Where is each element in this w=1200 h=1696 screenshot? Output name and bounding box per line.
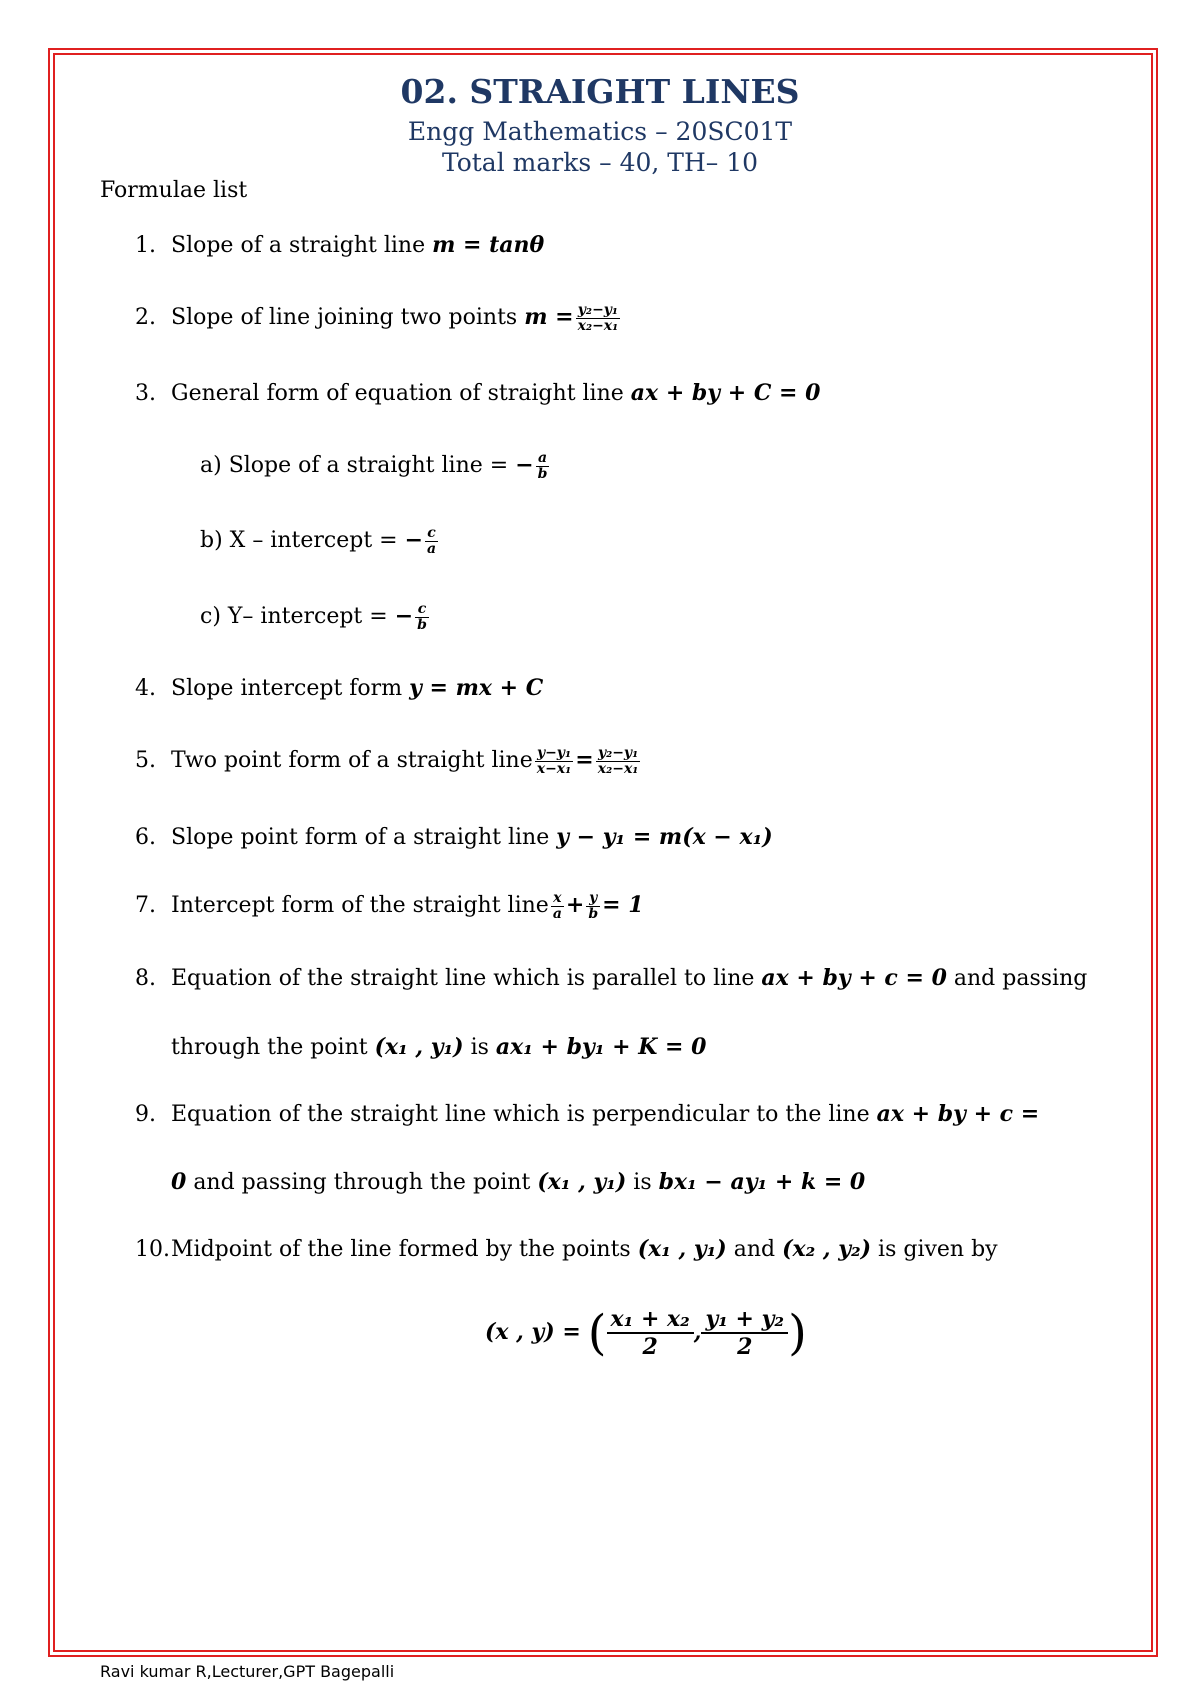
fraction — [607, 1306, 694, 1360]
minus-sign: − — [404, 527, 424, 553]
right-paren: ) — [788, 1305, 807, 1361]
formula: y = mx + C — [409, 675, 544, 701]
left-paren: ( — [587, 1305, 607, 1361]
fraction — [415, 602, 429, 633]
item-text: Slope of a straight line — [171, 233, 426, 258]
formula: ax + by + c = — [876, 1101, 1040, 1127]
fraction-numerator: x — [551, 891, 564, 907]
item-number: 4. — [135, 676, 156, 701]
fraction-denominator: b — [588, 905, 599, 922]
formula-item-10 — [135, 1234, 998, 1265]
is-word: is — [633, 1170, 652, 1195]
fraction — [535, 746, 574, 777]
item-text: General form of equation of straight line — [171, 381, 624, 406]
equals-sign: = — [575, 747, 594, 773]
plus-sign: + — [565, 892, 585, 918]
fraction-denominator: 2 — [737, 1334, 753, 1360]
item-text: Equation of the straight line which is parallel to line — [171, 966, 755, 991]
fraction-denominator: x₂−x₁ — [597, 760, 639, 777]
item-number: 8. — [135, 966, 156, 991]
fraction-numerator: y₂−y₁ — [596, 746, 641, 762]
formula-item-2 — [135, 302, 622, 334]
fraction — [425, 526, 438, 557]
fraction — [536, 451, 550, 482]
formula: ax₁ + by₁ + K = 0 — [495, 1034, 707, 1060]
subitem-label: a) Slope of a straight line = — [200, 453, 509, 478]
item-text-tail: is given by — [878, 1237, 998, 1262]
formula-item-6 — [135, 822, 773, 853]
fraction-numerator: a — [536, 451, 550, 467]
midpoint-formula — [485, 1302, 807, 1363]
fraction-numerator: y — [586, 891, 600, 907]
formula: bx₁ − ay₁ + k = 0 — [658, 1169, 866, 1195]
fraction-numerator: c — [415, 602, 429, 618]
is-word: is — [470, 1035, 489, 1060]
fraction-numerator: y−y₁ — [535, 746, 574, 762]
page-subtitle: Engg Mathematics – 20SC01T — [407, 117, 793, 146]
item-number: 7. — [135, 893, 156, 918]
fraction-denominator: a — [427, 540, 437, 557]
point: (x₁ , y₁) — [637, 1236, 727, 1262]
item-number: 1. — [135, 233, 156, 258]
subitem-a — [200, 450, 551, 482]
formula: m = tanθ — [432, 232, 545, 258]
zero: 0 — [171, 1169, 187, 1195]
fraction-numerator: x₁ + x₂ — [607, 1306, 694, 1334]
and-word: and — [733, 1237, 776, 1262]
fraction-numerator: c — [425, 526, 438, 542]
fraction-numerator: y₁ + y₂ — [701, 1306, 788, 1334]
fraction — [701, 1306, 788, 1360]
page-footer: Ravi kumar R,Lecturer,GPT Bagepalli — [100, 1662, 395, 1681]
point: (x₁ , y₁) — [537, 1169, 627, 1195]
item-text: Intercept form of the straight line — [171, 893, 549, 918]
formula-item-9 — [135, 1099, 1039, 1130]
item-text: Equation of the straight line which is perpendicular to the line — [171, 1102, 870, 1127]
fraction-denominator: x−x₁ — [536, 760, 572, 777]
item-text: Two point form of a straight line — [171, 748, 533, 773]
subitem-c — [200, 601, 431, 633]
point: (x₁ , y₁) — [374, 1034, 464, 1060]
item-text: through the point — [171, 1035, 368, 1060]
formula-item-9-line2 — [171, 1167, 865, 1198]
midpoint-lhs: (x , y) = — [485, 1319, 581, 1345]
minus-sign: − — [515, 452, 534, 478]
item-text: and passing through the point — [193, 1170, 531, 1195]
formula-item-7 — [135, 890, 644, 922]
formula-item-8 — [135, 963, 1087, 994]
formula: ax + by + c = 0 — [761, 965, 947, 991]
fraction-denominator: 2 — [642, 1334, 658, 1360]
item-number: 2. — [135, 305, 156, 330]
formula-item-4 — [135, 673, 543, 704]
item-text: Slope intercept form — [171, 676, 403, 701]
item-number: 6. — [135, 825, 156, 850]
item-text: Midpoint of the line formed by the points — [171, 1237, 631, 1262]
formula-item-8-line2 — [171, 1032, 706, 1063]
item-number: 10. — [135, 1237, 170, 1262]
formula-item-1 — [135, 230, 544, 261]
item-number: 5. — [135, 748, 156, 773]
formula-lhs: m = — [524, 304, 574, 330]
formula-rhs: = 1 — [602, 892, 644, 918]
formulae-heading: Formulae list — [100, 178, 248, 203]
fraction-denominator: x₂−x₁ — [577, 317, 619, 334]
fraction — [596, 746, 641, 777]
fraction-denominator: b — [537, 465, 548, 482]
point: (x₂ , y₂) — [782, 1236, 872, 1262]
marks-line: Total marks – 40, TH– 10 — [441, 148, 759, 177]
item-text-cont: and passing — [953, 966, 1088, 991]
item-number: 9. — [135, 1102, 156, 1127]
formula: ax + by + C = 0 — [630, 380, 821, 406]
item-number: 3. — [135, 381, 156, 406]
fraction — [551, 891, 564, 922]
subitem-b — [200, 525, 440, 557]
minus-sign: − — [394, 603, 414, 629]
formula-item-3 — [135, 378, 820, 409]
item-text: Slope point form of a straight line — [171, 825, 550, 850]
page-title: 02. STRAIGHT LINES — [400, 72, 800, 111]
fraction — [586, 891, 600, 922]
subitem-label: c) Y– intercept = — [200, 604, 388, 629]
comma: , — [693, 1319, 702, 1345]
formula-item-5 — [135, 745, 642, 777]
item-text: Slope of line joining two points — [171, 305, 518, 330]
fraction-denominator: b — [417, 616, 427, 633]
fraction-numerator: y₂−y₁ — [576, 303, 621, 319]
fraction-denominator: a — [552, 905, 562, 922]
subitem-label: b) X – intercept = — [200, 528, 398, 553]
formula: y − y₁ = m(x − x₁) — [556, 824, 773, 850]
fraction — [576, 303, 621, 334]
